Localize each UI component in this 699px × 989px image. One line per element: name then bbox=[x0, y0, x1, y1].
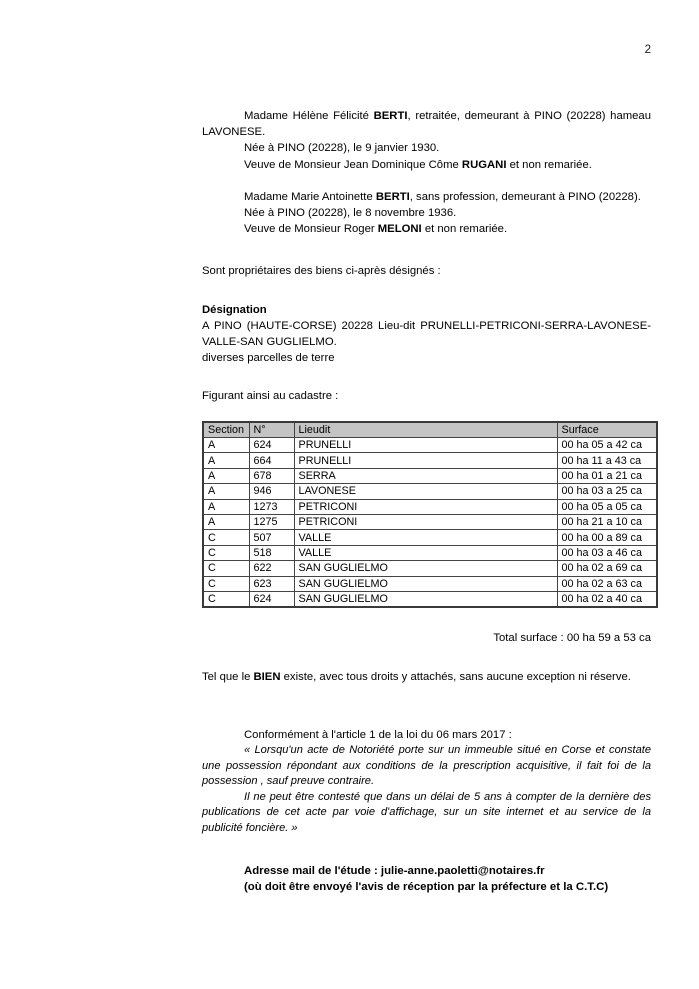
table-body bbox=[203, 438, 657, 608]
spacer bbox=[202, 405, 651, 421]
table-cell: 664 bbox=[249, 453, 294, 468]
table-cell: C bbox=[203, 545, 249, 560]
table-cell: LAVONESE bbox=[294, 484, 557, 499]
spacer bbox=[202, 366, 651, 388]
owners-statement: Sont propriétaires des biens ci-après désignés : bbox=[202, 265, 441, 278]
total-surface: Total surface : 00 ha 59 a 53 ca bbox=[493, 632, 651, 645]
table-cell: C bbox=[203, 561, 249, 576]
person-2-identity-suffix: , sans profession, demeurant à PINO (20228). bbox=[409, 190, 641, 203]
table-cell: A bbox=[203, 499, 249, 514]
table-header-cell: Lieudit bbox=[294, 422, 557, 438]
table-cell: 00 ha 02 a 69 ca bbox=[557, 561, 657, 576]
person-2-birth: Née à PINO (20228), le 8 novembre 1936. bbox=[244, 207, 457, 220]
bien-keyword: BIEN bbox=[253, 670, 281, 683]
table-cell: 00 ha 21 a 10 ca bbox=[557, 514, 657, 529]
table-row bbox=[203, 468, 657, 483]
table-cell: 00 ha 11 a 43 ca bbox=[557, 453, 657, 468]
table-cell: 1273 bbox=[249, 499, 294, 514]
page-number: 2 bbox=[644, 44, 651, 56]
table-row bbox=[203, 514, 657, 529]
table-row bbox=[203, 530, 657, 545]
table-cell: SERRA bbox=[294, 468, 557, 483]
table-cell: 678 bbox=[249, 468, 294, 483]
table-row bbox=[203, 561, 657, 576]
table-header-cell: Surface bbox=[557, 422, 657, 438]
table-cell: 00 ha 05 a 42 ca bbox=[557, 438, 657, 453]
table-cell: C bbox=[203, 591, 249, 607]
spacer bbox=[202, 711, 651, 727]
designation-location: A PINO (HAUTE-CORSE) 20228 Lieu-dit PRUNELLI-PETRICONI-SERRA-LAVONESE-VALLE-SAN GUGLIELMO. bbox=[202, 319, 651, 349]
table-cell: A bbox=[203, 484, 249, 499]
table-cell: A bbox=[203, 514, 249, 529]
table-cell: PETRICONI bbox=[294, 514, 557, 529]
law-intro: Conformément à l'article 1 de la loi du 06 mars 2017 : bbox=[244, 728, 512, 741]
table-cell: 946 bbox=[249, 484, 294, 499]
table-row bbox=[203, 453, 657, 468]
study-mail-address: Adresse mail de l'étude : julie-anne.paoletti@notaires.fr bbox=[244, 864, 545, 877]
bien-clause-suffix: existe, avec tous droits y attachés, sans aucune exception ni réserve. bbox=[280, 670, 631, 683]
person-1-surname: BERTI bbox=[373, 110, 408, 122]
person-1-widow-prefix: Veuve de Monsieur Jean Dominique Côme bbox=[244, 158, 462, 171]
table-cell: 622 bbox=[249, 561, 294, 576]
person-2-widow-suffix: et non remariée. bbox=[421, 223, 508, 236]
table-cell: C bbox=[203, 530, 249, 545]
table-cell: 518 bbox=[249, 545, 294, 560]
table-cell: SAN GUGLIELMO bbox=[294, 591, 557, 607]
table-cell: 624 bbox=[249, 591, 294, 607]
person-2-widow-prefix: Veuve de Monsieur Roger bbox=[244, 223, 378, 236]
table-row bbox=[203, 484, 657, 499]
table-cell: 00 ha 03 a 46 ca bbox=[557, 545, 657, 560]
table-cell: 00 ha 05 a 05 ca bbox=[557, 499, 657, 514]
person-2-identity bbox=[202, 189, 651, 205]
law-quote-paragraph-2: Il ne peut être contesté que dans un délai de 5 ans à compter de la dernière des publications de cet acte par voie d'affichage, sur un site internet et au service de la publicité foncière. » bbox=[202, 790, 651, 834]
person-1-identity bbox=[202, 108, 651, 140]
person-2-widow bbox=[202, 221, 651, 237]
table-cell: 00 ha 00 a 89 ca bbox=[557, 530, 657, 545]
table-cell: SAN GUGLIELMO bbox=[294, 576, 557, 591]
table-row bbox=[203, 591, 657, 607]
designation-heading: Désignation bbox=[202, 303, 267, 316]
table-cell: 623 bbox=[249, 576, 294, 591]
person-1-identity-suffix: , retraitée, demeurant à PINO (20228) hameau LAVONESE. bbox=[202, 110, 651, 139]
table-cell: 624 bbox=[249, 438, 294, 453]
cadastre-intro: Figurant ainsi au cadastre : bbox=[202, 390, 339, 403]
table-cell: PRUNELLI bbox=[294, 438, 557, 453]
cadastre-table bbox=[202, 421, 658, 609]
law-quote-paragraph-1: « Lorsqu'un acte de Notoriété porte sur un immeuble situé en Corse et constate une possession répondant aux conditions de la prescription acquisitive, il fait foi de la possession , sauf preuve contraire. bbox=[202, 743, 651, 788]
table-cell: VALLE bbox=[294, 545, 557, 560]
person-1-husband-surname: RUGANI bbox=[461, 158, 507, 171]
person-1-widow bbox=[202, 157, 651, 173]
table-cell: 00 ha 01 a 21 ca bbox=[557, 468, 657, 483]
table-cell: SAN GUGLIELMO bbox=[294, 561, 557, 576]
spacer bbox=[202, 280, 651, 302]
spacer bbox=[202, 173, 651, 189]
table-header-cell: Section bbox=[203, 422, 249, 438]
spacer bbox=[202, 685, 651, 711]
table-cell: A bbox=[203, 438, 249, 453]
table-cell: C bbox=[203, 576, 249, 591]
table-cell: PETRICONI bbox=[294, 499, 557, 514]
table-cell: 00 ha 02 a 63 ca bbox=[557, 576, 657, 591]
table-header-cell: N° bbox=[249, 422, 294, 438]
table-cell: PRUNELLI bbox=[294, 453, 557, 468]
spacer bbox=[202, 647, 651, 669]
table-cell: A bbox=[203, 468, 249, 483]
document-body bbox=[202, 108, 651, 896]
table-cell: 00 ha 02 a 40 ca bbox=[557, 591, 657, 607]
person-1-widow-suffix: et non remariée. bbox=[506, 158, 592, 171]
study-mail-note: (où doit être envoyé l'avis de réception par la préfecture et la C.T.C) bbox=[244, 881, 609, 894]
table-cell: 00 ha 03 a 25 ca bbox=[557, 484, 657, 499]
spacer bbox=[202, 237, 651, 263]
table-cell: VALLE bbox=[294, 530, 557, 545]
table-cell: A bbox=[203, 453, 249, 468]
person-1-identity-prefix: Madame Hélène Félicité bbox=[244, 110, 374, 122]
table-header-row bbox=[203, 422, 657, 438]
table-cell: 1275 bbox=[249, 514, 294, 529]
spacer bbox=[202, 837, 651, 863]
person-1-birth: Née à PINO (20228), le 9 janvier 1930. bbox=[244, 142, 440, 155]
person-2-husband-surname: MELONI bbox=[377, 223, 422, 236]
table-row bbox=[203, 545, 657, 560]
spacer bbox=[202, 608, 651, 630]
table-row bbox=[203, 438, 657, 453]
designation-detail: diverses parcelles de terre bbox=[202, 352, 335, 365]
table-row bbox=[203, 499, 657, 514]
person-2-identity-prefix: Madame Marie Antoinette bbox=[244, 190, 376, 203]
bien-clause-prefix: Tel que le bbox=[202, 670, 254, 683]
bien-clause bbox=[202, 669, 651, 685]
person-2-surname: BERTI bbox=[375, 190, 410, 203]
table-row bbox=[203, 576, 657, 591]
table-cell: 507 bbox=[249, 530, 294, 545]
